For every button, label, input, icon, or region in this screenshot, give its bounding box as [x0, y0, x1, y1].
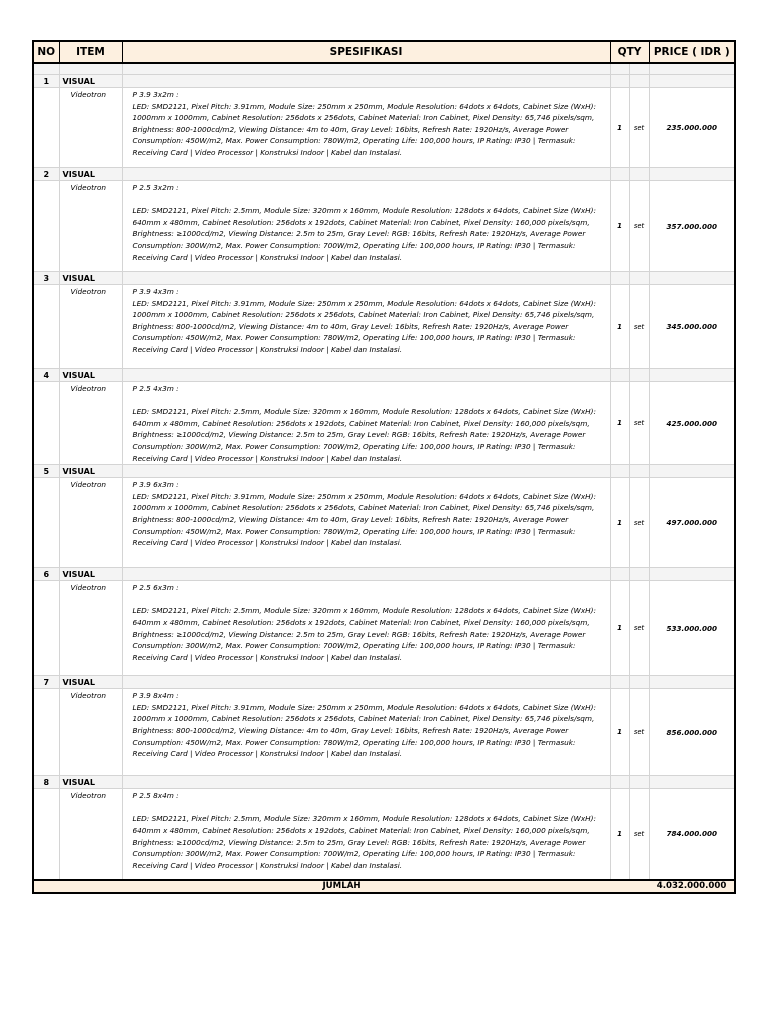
header-item: ITEM: [59, 41, 122, 63]
item-category: VISUAL: [59, 168, 122, 181]
item-category: VISUAL: [59, 676, 122, 689]
category-row: [33, 369, 735, 382]
item-category: VISUAL: [59, 369, 122, 382]
item-detail-row: [33, 181, 735, 272]
spec-text: LED: SMD2121, Pixel Pitch: 3.91mm, Module Size: 250mm x 250mm, Module Resolution: 64dots x 64dots, Cabinet Size (WxH): 1000mm x 1000mm, Cabinet Resolution: 256dots x 256dots, Cabinet Material: Iron Cabinet, Pixel Density: 65,746 pixels/sqm, Brightness: 800-1000cd/m2, Viewing Distance: 4m to 40m, Gray Level: 16bits, Refresh Rate: 1920Hz/s, Average Power Consumption: 450W/m2, Max. Power Consumption: 780W/m2, Operating Life: 100,000 hours, IP Rating: IP30 | Termasuk: Receiving Card | Video Processor | Konstruksi Indoor | Kabel dan Instalasi.: [132, 101, 596, 157]
header-qty: QTY: [610, 41, 649, 63]
item-spec: [122, 382, 610, 465]
item-subtype: Videotron: [59, 181, 122, 272]
total-row: [33, 880, 735, 893]
item-qty: 1: [610, 285, 629, 369]
item-unit: set: [629, 181, 649, 272]
item-detail-row: [33, 581, 735, 676]
item-spec: [122, 88, 610, 168]
spec-title: P 2.5 6x3m :: [132, 583, 179, 593]
item-unit: set: [629, 88, 649, 168]
item-price: 856.000.000: [649, 689, 735, 776]
category-row: [33, 568, 735, 581]
item-qty: 1: [610, 689, 629, 776]
spec-title: P 3.9 8x4m :: [132, 691, 179, 701]
item-spec: [122, 581, 610, 676]
item-subtype: Videotron: [59, 689, 122, 776]
item-number: 1: [33, 75, 59, 88]
item-category: VISUAL: [59, 776, 122, 789]
item-unit: set: [629, 689, 649, 776]
item-qty: 1: [610, 88, 629, 168]
item-subtype: Videotron: [59, 789, 122, 880]
spec-text: LED: SMD2121, Pixel Pitch: 2.5mm, Module Size: 320mm x 160mm, Module Resolution: 128dots x 64dots, Cabinet Size (WxH): 640mm x 480mm, Cabinet Resolution: 256dots x 192dots, Cabinet Material: Iron Cabinet, Pixel Density: 160,000 pixels/sqm, Brightness: ≥1000cd/m2, Viewing Distance: 2.5m to 25m, Gray Level: RGB: 16bits, Refresh Rate: 1920Hz/s, Average Power Consumption: 300W/m2, Max. Power Consumption: 700W/m2, Operating Life: 100,000 hours, IP Rating: IP30 | Termasuk: Receiving Card | Video Processor | Konstruksi Indoor | Kabel dan Instalasi.: [132, 814, 596, 870]
item-spec: [122, 285, 610, 369]
item-unit: set: [629, 789, 649, 880]
category-row: [33, 75, 735, 88]
item-price: 784.000.000: [649, 789, 735, 880]
item-spec: [122, 689, 610, 776]
item-number: 3: [33, 272, 59, 285]
total-label: JUMLAH: [33, 880, 649, 893]
item-price: 235.000.000: [649, 88, 735, 168]
category-row: [33, 465, 735, 478]
item-qty: 1: [610, 581, 629, 676]
spec-text: LED: SMD2121, Pixel Pitch: 2.5mm, Module Size: 320mm x 160mm, Module Resolution: 128dots x 64dots, Cabinet Size (WxH): 640mm x 480mm, Cabinet Resolution: 256dots x 192dots, Cabinet Material: Iron Cabinet, Pixel Density: 160,000 pixels/sqm, Brightness: ≥1000cd/m2, Viewing Distance: 2.5m to 25m, Gray Level: RGB: 16bits, Refresh Rate: 1920Hz/s, Average Power Consumption: 300W/m2, Max. Power Consumption: 700W/m2, Operating Life: 100,000 hours, IP Rating: IP30 | Termasuk: Receiving Card | Video Processor | Konstruksi Indoor | Kabel dan Instalasi.: [132, 206, 596, 262]
category-row: [33, 272, 735, 285]
item-qty: 1: [610, 382, 629, 465]
spec-text: LED: SMD2121, Pixel Pitch: 3.91mm, Module Size: 250mm x 250mm, Module Resolution: 64dots x 64dots, Cabinet Size (WxH): 1000mm x 1000mm, Cabinet Resolution: 256dots x 256dots, Cabinet Material: Iron Cabinet, Pixel Density: 65,746 pixels/sqm, Brightness: 800-1000cd/m2, Viewing Distance: 4m to 40m, Gray Level: 16bits, Refresh Rate: 1920Hz/s, Average Power Consumption: 450W/m2, Max. Power Consumption: 780W/m2, Operating Life: 100,000 hours, IP Rating: IP30 | Termasuk: Receiving Card | Video Processor | Konstruksi Indoor | Kabel dan Instalasi.: [132, 702, 596, 759]
item-category: VISUAL: [59, 465, 122, 478]
item-detail-row: [33, 88, 735, 168]
item-spec: [122, 789, 610, 880]
item-category: VISUAL: [59, 272, 122, 285]
item-number: 6: [33, 568, 59, 581]
item-price: 357.000.000: [649, 181, 735, 272]
item-detail-row: [33, 382, 735, 465]
item-category: VISUAL: [59, 568, 122, 581]
item-price: 497.000.000: [649, 478, 735, 568]
category-row: [33, 676, 735, 689]
quotation-sheet: [32, 40, 734, 894]
item-unit: set: [629, 478, 649, 568]
quotation-table: [32, 40, 736, 894]
header-no: NO: [33, 41, 59, 63]
spec-title: P 2.5 3x2m :: [132, 183, 179, 192]
spec-title: P 2.5 8x4m :: [132, 791, 179, 801]
item-detail-row: [33, 478, 735, 568]
item-subtype: Videotron: [59, 285, 122, 369]
item-price: 425.000.000: [649, 382, 735, 465]
table-body: [33, 63, 735, 880]
item-unit: set: [629, 285, 649, 369]
item-subtype: Videotron: [59, 88, 122, 168]
item-unit: set: [629, 581, 649, 676]
item-subtype: Videotron: [59, 581, 122, 676]
spec-title: P 3.9 6x3m :: [132, 480, 179, 490]
table-header: [33, 41, 735, 63]
spec-title: P 2.5 4x3m :: [132, 384, 179, 393]
item-detail-row: [33, 789, 735, 880]
spec-text: LED: SMD2121, Pixel Pitch: 3.91mm, Module Size: 250mm x 250mm, Module Resolution: 64dots x 64dots, Cabinet Size (WxH): 1000mm x 1000mm, Cabinet Resolution: 256dots x 256dots, Cabinet Material: Iron Cabinet, Pixel Density: 65,746 pixels/sqm, Brightness: 800-1000cd/m2, Viewing Distance: 4m to 40m, Gray Level: 16bits, Refresh Rate: 1920Hz/s, Average Power Consumption: 450W/m2, Max. Power Consumption: 780W/m2, Operating Life: 100,000 hours, IP Rating: IP30 | Termasuk: Receiving Card | Video Processor | Konstruksi Indoor | Kabel dan Instalasi.: [132, 298, 596, 354]
spec-text: LED: SMD2121, Pixel Pitch: 3.91mm, Module Size: 250mm x 250mm, Module Resolution: 64dots x 64dots, Cabinet Size (WxH): 1000mm x 1000mm, Cabinet Resolution: 256dots x 256dots, Cabinet Material: Iron Cabinet, Pixel Density: 65,746 pixels/sqm, Brightness: 800-1000cd/m2, Viewing Distance: 4m to 40m, Gray Level: 16bits, Refresh Rate: 1920Hz/s, Average Power Consumption: 450W/m2, Max. Power Consumption: 780W/m2, Operating Life: 100,000 hours, IP Rating: IP30 | Termasuk: Receiving Card | Video Processor | Konstruksi Indoor | Kabel dan Instalasi.: [132, 491, 596, 548]
item-number: 7: [33, 676, 59, 689]
spec-title: P 3.9 4x3m :: [132, 287, 179, 296]
item-number: 2: [33, 168, 59, 181]
item-subtype: Videotron: [59, 478, 122, 568]
item-subtype: Videotron: [59, 382, 122, 465]
item-category: VISUAL: [59, 75, 122, 88]
item-qty: 1: [610, 789, 629, 880]
header-spec: SPESIFIKASI: [122, 41, 610, 63]
category-row: [33, 776, 735, 789]
item-number: 8: [33, 776, 59, 789]
header-price: PRICE ( IDR ): [649, 41, 735, 63]
item-qty: 1: [610, 478, 629, 568]
spec-text: LED: SMD2121, Pixel Pitch: 2.5mm, Module Size: 320mm x 160mm, Module Resolution: 128dots x 64dots, Cabinet Size (WxH): 640mm x 480mm, Cabinet Resolution: 256dots x 192dots, Cabinet Material: Iron Cabinet, Pixel Density: 160,000 pixels/sqm, Brightness: ≥1000cd/m2, Viewing Distance: 2.5m to 25m, Gray Level: RGB: 16bits, Refresh Rate: 1920Hz/s, Average Power Consumption: 300W/m2, Max. Power Consumption: 700W/m2, Operating Life: 100,000 hours, IP Rating: IP30 | Termasuk: Receiving Card | Video Processor | Konstruksi Indoor | Kabel dan Instalasi.: [132, 606, 596, 662]
spec-text: LED: SMD2121, Pixel Pitch: 2.5mm, Module Size: 320mm x 160mm, Module Resolution: 128dots x 64dots, Cabinet Size (WxH): 640mm x 480mm, Cabinet Resolution: 256dots x 192dots, Cabinet Material: Iron Cabinet, Pixel Density: 160,000 pixels/sqm, Brightness: ≥1000cd/m2, Viewing Distance: 2.5m to 25m, Gray Level: RGB: 16bits, Refresh Rate: 1920Hz/s, Average Power Consumption: 300W/m2, Max. Power Consumption: 700W/m2, Operating Life: 100,000 hours, IP Rating: IP30 | Termasuk: Receiving Card | Video Processor | Konstruksi Indoor | Kabel dan Instalasi.: [132, 407, 596, 463]
item-spec: [122, 181, 610, 272]
spacer-row: [33, 63, 735, 75]
item-price: 345.000.000: [649, 285, 735, 369]
item-price: 533.000.000: [649, 581, 735, 676]
item-spec: [122, 478, 610, 568]
category-row: [33, 168, 735, 181]
item-unit: set: [629, 382, 649, 465]
total-amount: 4.032.000.000: [649, 880, 735, 893]
item-detail-row: [33, 689, 735, 776]
item-qty: 1: [610, 181, 629, 272]
item-detail-row: [33, 285, 735, 369]
item-number: 4: [33, 369, 59, 382]
spec-title: P 3.9 3x2m :: [132, 90, 179, 99]
item-number: 5: [33, 465, 59, 478]
